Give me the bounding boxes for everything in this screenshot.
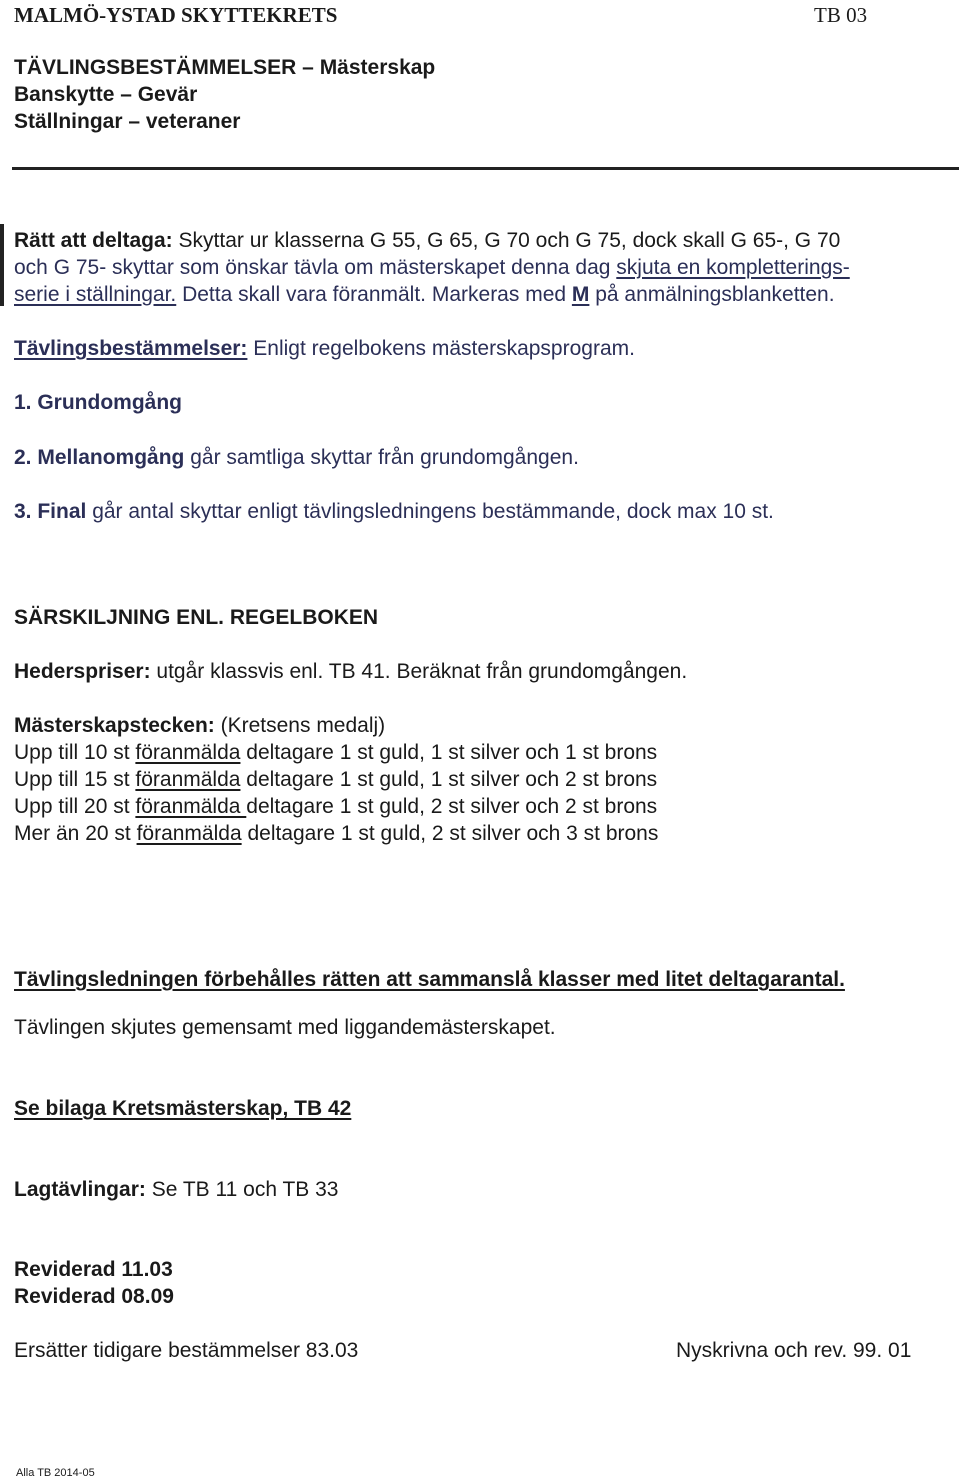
- badge-row: [14, 793, 657, 820]
- badge-row: [14, 820, 658, 847]
- annex-reference: Se bilaga Kretsmästerskap, TB 42: [14, 1097, 352, 1120]
- title-line-2: Banskytte – Gevär: [14, 83, 198, 106]
- badge-row-suffix: deltagare 1 st guld, 2 st silver och 2 st brons: [246, 795, 658, 818]
- eligibility-text-4: på anmälningsblanketten.: [589, 283, 835, 306]
- round-2-text: går samtliga skyttar från grundomgången.: [184, 446, 579, 469]
- eligibility-text-3: Detta skall vara föranmält. Markeras med: [176, 283, 572, 306]
- round-2-name: Mellanomgång: [31, 446, 185, 469]
- round-2: [14, 444, 579, 471]
- eligibility-underlined-1: skjuta en kompletterings-: [616, 256, 850, 279]
- badge-row-underlined: föranmälda: [135, 741, 241, 764]
- badges-heading: [14, 712, 385, 739]
- badge-row-suffix: deltagare 1 st guld, 1 st silver och 1 st brons: [240, 741, 658, 764]
- round-3-name: Final: [31, 500, 87, 523]
- badges-label: Mästerskapstecken:: [14, 714, 215, 737]
- badge-row: [14, 766, 657, 793]
- prizes-line: [14, 658, 687, 685]
- revision-bar: [0, 224, 4, 306]
- badge-row: [14, 739, 657, 766]
- document-code: TB 03: [814, 3, 868, 27]
- round-1-number: 1.: [14, 391, 32, 414]
- title-line-3: Ställningar – veteraner: [14, 110, 241, 133]
- title-line-1: TÄVLINGSBESTÄMMELSER – Mästerskap: [14, 56, 436, 79]
- badge-row-underlined: föranmälda: [136, 822, 242, 845]
- round-3-text: går antal skyttar enligt tävlingsledningens bestämmande, dock max 10 st.: [86, 500, 774, 523]
- header-divider: [12, 167, 959, 170]
- prizes-label: Hederspriser:: [14, 660, 151, 683]
- round-1-name: Grundomgång: [31, 391, 183, 414]
- badge-row-prefix: Upp till 15 st: [14, 768, 136, 791]
- eligibility-line-2: [14, 254, 850, 281]
- badge-row-prefix: Upp till 10 st: [14, 741, 136, 764]
- eligibility-text-2: och G 75- skyttar som önskar tävla om mästerskapet denna dag: [14, 256, 617, 279]
- eligibility-line-3: [14, 281, 835, 308]
- badge-row-suffix: deltagare 1 st guld, 1 st silver och 2 st brons: [240, 768, 658, 791]
- round-2-number: 2.: [14, 446, 32, 469]
- badge-row-prefix: Mer än 20 st: [14, 822, 137, 845]
- round-3-number: 3.: [14, 500, 32, 523]
- revision-2: Reviderad 08.09: [14, 1285, 174, 1308]
- badge-row-underlined: föranmälda: [135, 768, 241, 791]
- rules-label: Tävlingsbestämmelser:: [14, 337, 248, 360]
- eligibility-mark-m: M: [571, 283, 590, 306]
- badge-row-suffix: deltagare 1 st guld, 2 st silver och 3 st brons: [241, 822, 659, 845]
- replaces-note: Ersätter tidigare bestämmelser 83.03: [14, 1339, 359, 1362]
- rules-line: [14, 335, 635, 362]
- badges-text: (Kretsens medalj): [214, 714, 386, 737]
- footer-text: Alla TB 2014-05: [16, 1467, 95, 1479]
- class-merge-notice: Tävlingsledningen förbehålles rätten att sammanslå klasser med litet deltagarantal.: [14, 968, 845, 991]
- newly-written-note: Nyskrivna och rev. 99. 01: [676, 1339, 912, 1362]
- round-3: [14, 498, 774, 525]
- round-1: [14, 389, 182, 416]
- eligibility-underlined-2: serie i ställningar.: [14, 283, 177, 306]
- rules-text: Enligt regelbokens mästerskapsprogram.: [247, 337, 635, 360]
- org-name: MALMÖ-YSTAD SKYTTEKRETS: [14, 3, 338, 27]
- eligibility-text-1: Skyttar ur klasserna G 55, G 65, G 70 och G 75, dock skall G 65-, G 70: [172, 229, 841, 252]
- revision-1: Reviderad 11.03: [14, 1258, 173, 1281]
- badge-row-underlined: föranmälda: [135, 795, 247, 818]
- team-label: Lagtävlingar:: [14, 1178, 146, 1201]
- joint-competition-note: Tävlingen skjutes gemensamt med liggandemästerskapet.: [14, 1016, 556, 1039]
- team-text: Se TB 11 och TB 33: [145, 1178, 339, 1201]
- team-competitions-line: [14, 1176, 338, 1203]
- badge-row-prefix: Upp till 20 st: [14, 795, 136, 818]
- eligibility-line-1: [14, 227, 840, 254]
- prizes-text: utgår klassvis enl. TB 41. Beräknat från grundomgången.: [150, 660, 688, 683]
- eligibility-label: Rätt att deltaga:: [14, 229, 173, 252]
- tiebreak-heading: SÄRSKILJNING ENL. REGELBOKEN: [14, 606, 379, 629]
